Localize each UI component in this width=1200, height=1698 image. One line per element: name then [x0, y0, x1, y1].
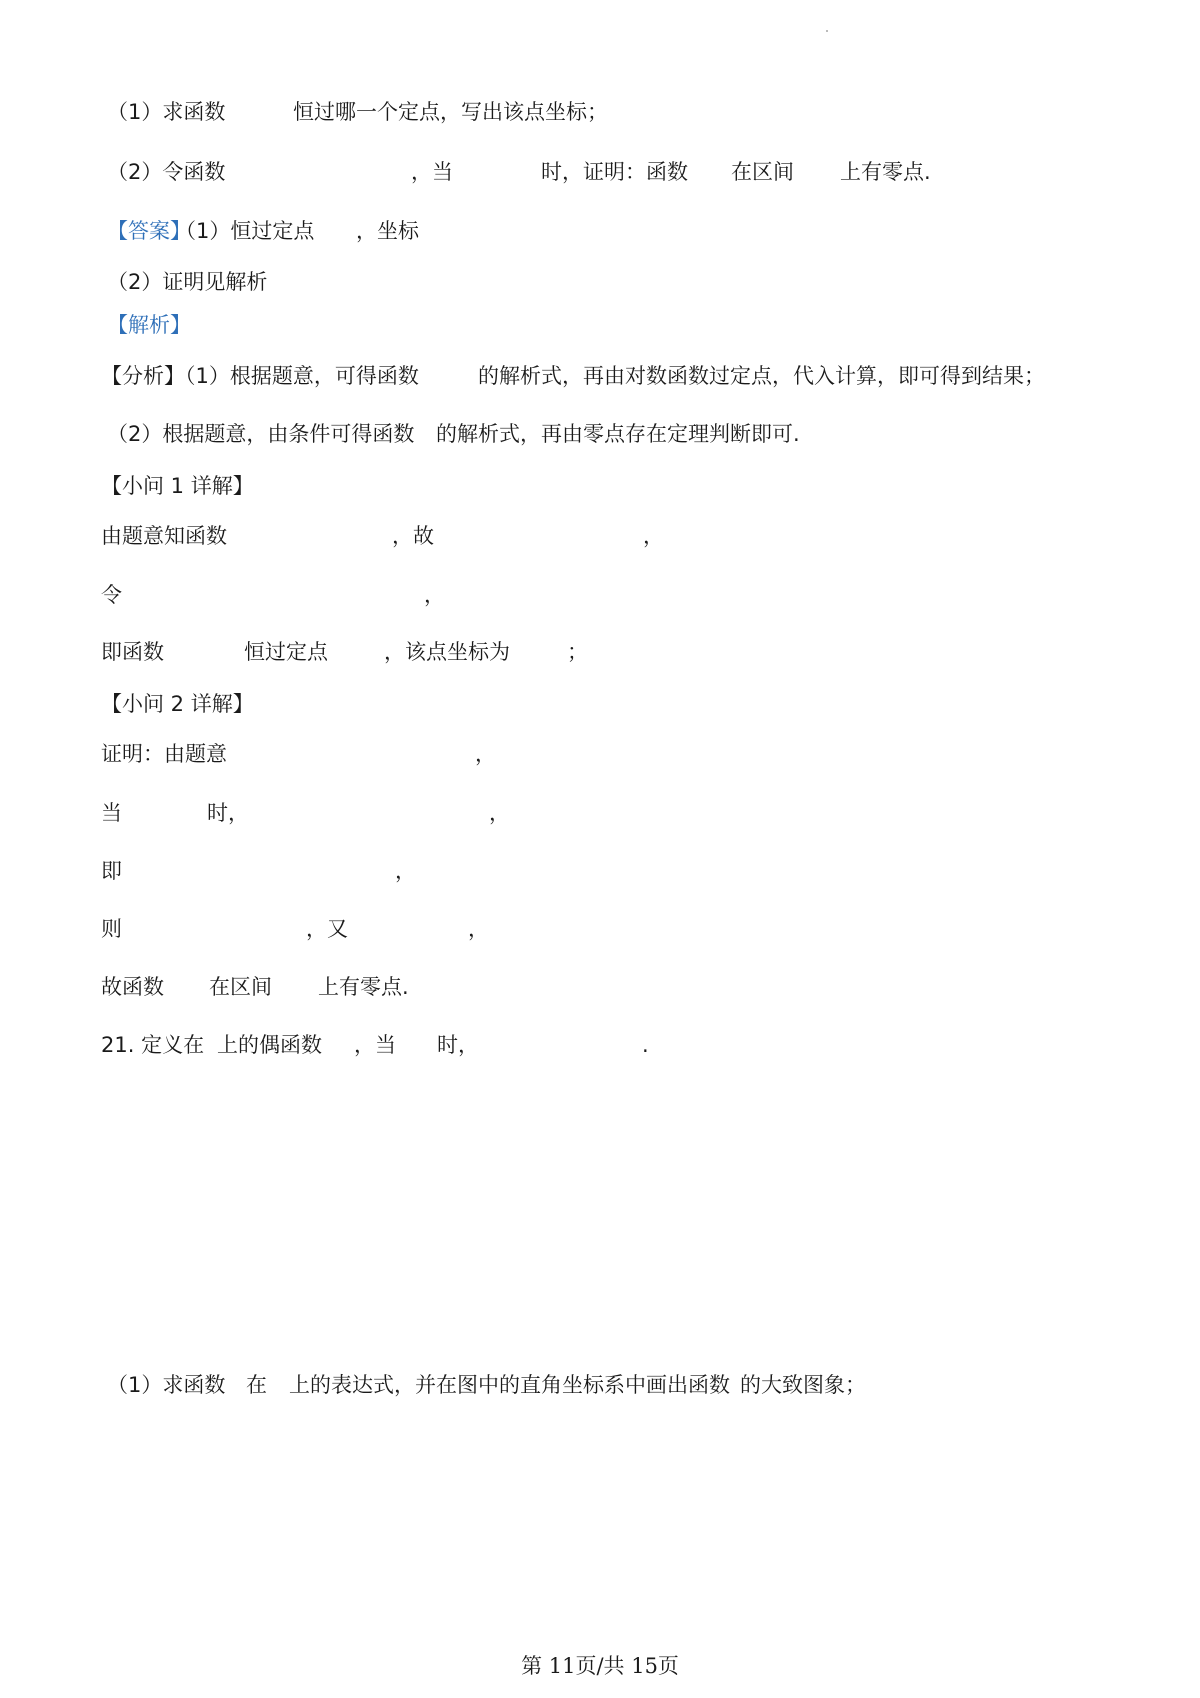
text-segment: 时， — [207, 801, 249, 825]
text-segment: 【小问 2 详解】 — [101, 692, 254, 716]
text-segment: 即函数 — [101, 640, 164, 664]
text-segment: ， — [424, 583, 445, 607]
text-segment: （2）根据题意，由条件可得函数 — [107, 422, 415, 446]
text-segment: 时，证明：函数 — [541, 160, 688, 184]
text-segment: ，该点坐标为 — [384, 640, 510, 664]
text-segment: （2）令函数 — [107, 160, 226, 184]
text-segment: 在 — [246, 1373, 267, 1397]
text-segment: 令 — [101, 583, 122, 607]
text-segment: 上有零点. — [318, 975, 409, 999]
text-segment: ， — [475, 742, 496, 766]
text-segment: 的大致图象； — [740, 1373, 866, 1397]
text-segment: 当 — [101, 801, 122, 825]
text-segment: ， — [643, 524, 664, 548]
text-segment: ，故 — [392, 524, 434, 548]
page-number-footer: 第 11页/共 15页 — [521, 1654, 679, 1678]
text-segment: 上的偶函数 — [217, 1033, 322, 1057]
text-segment: 时， — [437, 1033, 479, 1057]
text-segment: 故函数 — [101, 975, 164, 999]
text-segment: 【分析】（1）根据题意，可得函数 — [101, 364, 419, 388]
text-segment: 恒过定点 — [244, 640, 328, 664]
text-segment: . — [642, 1033, 649, 1057]
text-segment: 则 — [101, 917, 122, 941]
text-segment: 【小问 1 详解】 — [101, 474, 254, 498]
text-segment: ， — [395, 859, 416, 883]
text-segment: （2）证明见解析 — [107, 270, 268, 294]
text-segment: 证明：由题意 — [101, 742, 227, 766]
text-segment: 恒过哪一个定点，写出该点坐标； — [293, 100, 608, 124]
scan-speck — [826, 30, 828, 32]
text-segment: ， — [468, 917, 489, 941]
text-segment: ，当 — [411, 160, 453, 184]
text-segment: （1）求函数 — [107, 100, 226, 124]
text-segment: 21. 定义在 — [101, 1033, 205, 1057]
text-segment: 的解析式，再由零点存在定理判断即可. — [436, 422, 800, 446]
text-segment: ，又 — [306, 917, 348, 941]
text-segment: （1）恒过定点 — [175, 219, 315, 243]
text-segment: 的解析式，再由对数函数过定点，代入计算，即可得到结果； — [478, 364, 1045, 388]
answer-tag: 【答案】 — [107, 219, 191, 243]
text-segment: ； — [567, 640, 588, 664]
text-segment: 上的表达式，并在图中的直角坐标系中画出函数 — [289, 1373, 730, 1397]
text-segment: ，当 — [354, 1033, 396, 1057]
text-segment: 由题意知函数 — [101, 524, 227, 548]
text-segment: 在区间 — [731, 160, 794, 184]
text-segment: ， — [489, 801, 510, 825]
text-segment: ，坐标 — [356, 219, 419, 243]
text-segment: （1）求函数 — [107, 1373, 226, 1397]
analysis-tag: 【解析】 — [107, 313, 191, 337]
text-segment: 上有零点. — [840, 160, 931, 184]
text-segment: 在区间 — [209, 975, 272, 999]
text-segment: 即 — [101, 859, 122, 883]
